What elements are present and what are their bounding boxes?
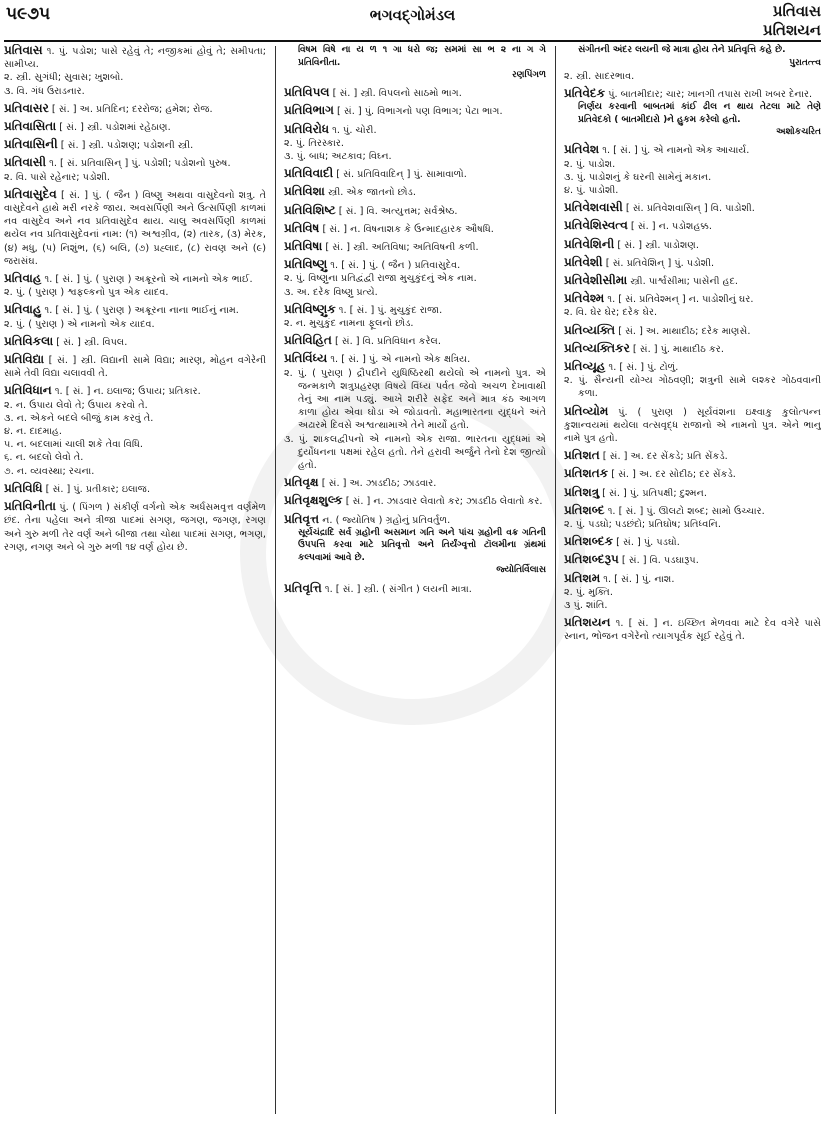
sub-sense: ૨. પું. મુક્તિ. [564, 586, 613, 598]
quotation-source: રણપિંગળ [512, 70, 546, 80]
dictionary-entry [284, 494, 546, 508]
headword: પ્રતિવિહિત [284, 333, 332, 348]
quotation: સંગીતની અંદર લયની જે માત્રા હોય તેને પ્રતિવૃત્તિ કહે છે. [578, 45, 786, 55]
dictionary-entry [4, 272, 266, 299]
dictionary-entry [284, 185, 546, 199]
definition: ન. ( જ્યોતિષ ) ગ્રહોનું પ્રતિવર્તુળ. [319, 514, 451, 526]
sub-sense: ૨. પું. પડઘો; પડછંદો; પ્રતિઘોષ; પ્રતિધ્વનિ. [564, 518, 721, 530]
headword: પ્રતિવિભાગ [284, 103, 334, 118]
dictionary-entry [284, 86, 546, 100]
headword: પ્રતિવેશવાસી [564, 200, 623, 215]
definition: [ સં. ] અ. પ્રતિદિન; દરરોજ; હમેશ; રોજ. [48, 103, 213, 115]
headword: પ્રતિવ્યક્તિકર [564, 340, 630, 355]
definition: [ સં. ] સ્ત્રી. પડોશમાં રહેઠાણ. [56, 122, 171, 134]
dictionary-entry [284, 167, 546, 181]
headword: પ્રતિવિંધ્ય [284, 351, 328, 366]
definition: ૧. [ સં. ] સ્ત્રી. ( સંગીત ) લયની માત્રા. [321, 583, 472, 595]
headword: પ્રતિશત [564, 448, 600, 463]
sub-sense: ૨. વિ. પાસે રહેનાર; પડોશી. [4, 171, 111, 183]
sub-sense: ૨. પું. પાડોશ. [564, 158, 616, 170]
column-3 [564, 44, 821, 1118]
column-divider [555, 46, 556, 1114]
quotation: સૂર્યચંદ્રાદિ સર્વ ગ્રહોની અસમાન ગતિ અને પાંચ ગ્રહોની વક્ર ગતિની ઉપપત્તિ કરવા માટે પ્રતિવૃત્તો અને તિર્યંગ્વૃત્તો ટૉલમીના ગ્રંથમાં કલ્પવામાં આવે છે. [298, 527, 546, 563]
headword: પ્રતિવૃક્ષ [284, 475, 319, 490]
definition: ૧. [ સં. ] પું. નાશ. [600, 573, 675, 585]
definition: [ સં. પ્રતિવેશિન્ ] પું. પડોશી. [602, 257, 715, 269]
headword: પ્રતિવિધિ [4, 480, 43, 495]
dictionary-entry [4, 500, 266, 554]
dictionary-entry [564, 535, 821, 549]
definition: ૧. [ સં. પ્રતિવેશ્મન્ ] ન. પાડોશીનું ઘર. [604, 294, 754, 306]
definition: ૧. [ સં. ] પું. ( જૈન ) પ્રતિવાસુદેવ. [327, 260, 461, 272]
sub-sense: ૨. પું. ( પુરાણ ) એ નામનો એક યાદવ. [4, 318, 155, 330]
definition: [ સં. ] ન. પડોશહક્ક. [627, 221, 712, 233]
dictionary-entry [284, 258, 546, 299]
headword: પ્રતિવેશ [564, 142, 600, 157]
sub-sense: ૨. સ્ત્રી. સુગંધી; સુવાસ; ખુશબો. [4, 72, 124, 84]
dictionary-entry [564, 44, 821, 83]
dictionary-entry [564, 360, 821, 401]
definition: [ સં. ] સ્ત્રી. વિપલનો સાઠમો ભાગ. [329, 88, 462, 100]
definition: ૧. [ સં. ] ન. ઇલાજ; ઉપાય; પ્રતિકાર. [51, 386, 201, 398]
dictionary-entry [564, 553, 821, 567]
sub-sense: ૩. અ. દરેક વિષ્ણુ પ્રત્યે. [284, 286, 378, 298]
definition: [ સં. ] પું. વિભાગનો પણ વિભાગ; પેટા ભાગ. [333, 106, 503, 118]
dictionary-entry [284, 104, 546, 118]
dictionary-entry [564, 467, 821, 481]
dictionary-entry [4, 353, 266, 380]
quotation: વિષમ વિષે ના ય ળ ૧ ગા ધરો જ; સમમાં સા ભ ૨ ના ગ ગે પ્રતિવિનીતા. [298, 45, 546, 68]
headword: પ્રતિવિદ્યા [4, 352, 45, 367]
definition: ૧. પું. પડોશ; પાસે રહેવું તે; નજીકમાં હોવું તે; સમીપતા; સામીપ્ય. [4, 46, 266, 71]
headword: પ્રતિવાસી [4, 155, 47, 170]
column-1 [4, 44, 266, 1118]
definition: ૧. [ સં. પ્રતિવાસિન્ ] પું. પડોશી; પડોશનો પુરુષ. [46, 158, 231, 170]
dictionary-entry [284, 240, 546, 254]
headword: પ્રતિવ્યૂહ [564, 358, 606, 373]
headword: પ્રતિવિવાદી [284, 166, 334, 181]
dictionary-entry [564, 342, 821, 356]
headword: પ્રતિવ્યોમ [564, 403, 609, 418]
headword: પ્રતિવિશિષ્ટ [284, 202, 336, 217]
definition: [ સં. ] સ્ત્રી. પાડોશણ. [614, 239, 699, 251]
dictionary-entry [564, 87, 821, 139]
headword: પ્રતિવાહ [4, 271, 42, 286]
headword: પ્રતિવિપલ [284, 85, 330, 100]
definition: [ સં. ] સ્ત્રી. વિદ્યાની સામે વિદ્યા; મારણ, મોહન વગેરેની સામે તેવી વિદ્યા ચલાવવી તે. [4, 355, 266, 380]
headword: પ્રતિશબ્દક [564, 534, 614, 549]
page-number: ૫૯૭૫ [6, 4, 51, 24]
quotation-source: જ્યોતિર્વિલાસ [496, 565, 546, 576]
definition: [ સં. ] પું. પડઘો. [613, 537, 680, 549]
quotation-source: અશોકચરિત [776, 127, 821, 138]
dictionary-entry [564, 504, 821, 531]
definition: [ સં. ] વિ. અત્યુત્તમ; સર્વશ્રેષ્ઠ. [335, 205, 458, 217]
definition: [ સં. ] ન. વિષનાશક કે ઉન્માદહારક ઔષધિ. [319, 223, 494, 235]
definition: ૧. [ સં. ] પું. એ નામનો એક આચાર્ય. [599, 145, 750, 157]
definition: સ્ત્રી. એક જાતનો છોડ. [324, 187, 416, 199]
dictionary-entry [564, 274, 821, 288]
definition: [ સં. ] પું. પ્રતિપક્ષી; દુશ્મન. [599, 487, 707, 499]
dictionary-entry [4, 156, 266, 183]
dictionary-entry [284, 334, 546, 348]
headword: પ્રતિવિષ્ણુક [284, 301, 336, 316]
headword: પ્રતિવેશીસીમા [564, 272, 628, 287]
page-title: ભગવદ્ગોમંડલ [369, 6, 456, 24]
sub-sense: ૨. વિ. ઘેર ઘેર; દરેક ઘેર. [564, 307, 658, 319]
sub-sense: ૩. ન. એકને બદલે બીજું કામ કરવું તે. [4, 412, 154, 424]
dictionary-entry [284, 476, 546, 490]
sub-sense: ૨. ન. ઉપાય લેવો તે; ઉપાય કરવો તે. [4, 399, 148, 411]
dictionary-columns [4, 44, 821, 1118]
definition: [ સં. ] સ્ત્રી. વિપલ. [53, 336, 128, 348]
dictionary-entry [564, 219, 821, 233]
quotation-source: પુરાતત્ત્વ [789, 57, 821, 68]
definition: પું. ( પુરાણ ) સૂર્યવંશના ઇક્ષ્વાકુ કુલોત્પન્ન કુશાન્વયમાં થયેલા વત્સવૃદ્ધ રાજાનો એ નામનો પુત્ર. એને ભાનુ નામે પુત્ર હતો. [564, 406, 821, 444]
dictionary-entry [284, 582, 546, 596]
dictionary-entry [564, 201, 821, 215]
headword: પ્રતિવ્યક્તિ [564, 322, 616, 337]
headword: પ્રતિવિરોધ [284, 121, 330, 136]
headword: પ્રતિવેશી [564, 254, 603, 269]
dictionary-entry [4, 482, 266, 496]
guide-word-last: પ્રતિશયન [762, 21, 821, 39]
dictionary-entry [564, 449, 821, 463]
dictionary-entry [564, 486, 821, 500]
dictionary-entry [564, 324, 821, 338]
sub-sense: ૩. પું. બાધ; અટકાવ; વિઘ્ન. [284, 151, 392, 163]
definition: [ સં. ] સ્ત્રી. અતિવિષા; અતિવિષની કળી. [322, 242, 479, 254]
sub-sense: ૪. પું. પાડોશી. [564, 184, 619, 196]
sub-sense: ૨. પું. ( પુરાણ ) શ્વફલ્કનો પુત્ર એક યાદવ. [4, 287, 169, 299]
sub-sense: ૩ પું. શાંતિ. [564, 600, 608, 611]
definition: [ સં. ] અ. માથાદીઠ; દરેક માણસે. [615, 325, 751, 337]
headword: પ્રતિવિષા [284, 239, 323, 254]
dictionary-entry [284, 513, 546, 578]
headword: પ્રતિવિકલા [4, 333, 54, 348]
headword: પ્રતિવિનીતા [4, 499, 56, 514]
headword: પ્રતિશતક [564, 466, 609, 481]
headword: પ્રતિવેદક [564, 85, 606, 100]
sub-sense: ૩. પું. પાડોશનું કે ઘરની સામેનું મકાન. [564, 171, 712, 183]
dictionary-entry [564, 405, 821, 446]
dictionary-entry [4, 188, 266, 268]
dictionary-entry [284, 123, 546, 164]
sub-sense: ૨. પું. તિરસ્કાર. [284, 137, 345, 149]
headword: પ્રતિવૃત્તિ [284, 580, 322, 595]
dictionary-entry [564, 238, 821, 252]
headword: પ્રતિશત્રુ [564, 484, 600, 499]
headword: પ્રતિશમ [564, 570, 601, 585]
dictionary-entry [4, 44, 266, 98]
headword: પ્રતિવેશિની [564, 236, 615, 251]
definition: [ સં. ] ન. ઝાડવાર લેવાતો કર; ઝાડદીઠ લેવાતો કર. [342, 496, 543, 508]
definition: ૧. [ સં. ] પું. ઊલટો શબ્દ; સામો ઉચ્ચાર. [604, 505, 765, 517]
dictionary-entry [4, 102, 266, 116]
definition: [ સં. ] પું. ( જૈન ) વિષ્ણુ અથવા વાસુદેવનો શત્રુ. તે વાસુદેવને હાથે મરી નરકે જાય. અવસર્પિણી અને ઉત્સર્પિણી કાળમાં નવ વાસુદેવ અને નવ પ્રતિવાસુદેવ થાય. ચાલુ અવસર્પિણી કાળમાં થયેલ નવ પ્રતિવાસુદેવનાં નામ: (૧) અશ્વગ્રીવ, (૨) તારક, (૩) મેરક, (૪) મધુ, (૫) નિશુંભ, (૬) બલિ, (૭) પ્રહ્લાદ, (૮) રાવણ અને (૯) જરાસંઘ. [4, 189, 266, 267]
headword: પ્રતિવિષ [284, 220, 320, 235]
sub-sense: ૭. ન. વ્યવસ્થા; રચના. [4, 465, 95, 477]
sub-sense: ૨. સ્ત્રી. સાદરભાવ. [564, 70, 635, 82]
definition: [ સં. ] વિ. પડઘારૂપ. [618, 555, 699, 567]
definition: [ સં. ] વિ. પ્રતિવિધાન કરેલ. [331, 336, 441, 348]
headword: પ્રતિવૃત્ત [284, 511, 320, 526]
sub-sense: ૩. વિ. ગંધ ઉરાડનાર. [4, 85, 85, 97]
definition: [ સં. ] અ. દર સેંકડે; પ્રતિ સેંકડે. [599, 451, 728, 463]
dictionary-entry [4, 120, 266, 134]
dictionary-entry [284, 352, 546, 472]
dictionary-entry [564, 143, 821, 197]
headword: પ્રતિશયન [564, 615, 611, 630]
page-header [0, 0, 825, 38]
definition: [ સં. પ્રતિવિવાદિન્ ] પું. સામાવાળો. [333, 169, 467, 181]
headword: પ્રતિવાસિતા [4, 119, 57, 134]
definition: ૧. [ સં. ] ન. ઇચ્છિત મેળવવા માટે દેવ વગેરે પાસે સ્નાન, ભોજન વગેરેનો ત્યાગપૂર્વક સૂઈ રહેવું તે. [564, 618, 821, 643]
dictionary-entry [284, 303, 546, 330]
definition: ૧. [ સં. ] પું. ( પુરાણ ) અક્રૂરના નાના ભાઈનું નામ. [41, 305, 239, 317]
definition: [ સં. ] સ્ત્રી. પડોશણ; પડોશની સ્ત્રી. [57, 140, 194, 152]
headword: પ્રતિવિશા [284, 184, 325, 199]
definition: ૧. પું. ચોરી. [329, 124, 377, 136]
guide-word-first: પ્રતિવાસ [772, 2, 821, 20]
definition: [ સં. પ્રતિવેશવાસિન્ ] વિ. પાડોશી. [622, 203, 755, 215]
headword: પ્રતિવાસ [4, 44, 43, 57]
definition: [ સં. ] અ. દર સોદીઠ; દર સેંકડે. [608, 469, 736, 481]
definition: ૧. [ સં. ] પું. ( પુરાણ ) અક્રૂરનો એ નામનો એક ભાઈ. [41, 274, 253, 286]
dictionary-entry [564, 256, 821, 270]
quotation: નિર્ણય કરવાની બાબતમાં કાંઈ ઢીલ ન થાય તેટલા માટે તેણે પ્રતિવેદકો ( બાતમીદારો )ને હુકમ કરેલો હતો. [578, 102, 821, 125]
guide-words [763, 2, 821, 40]
sub-sense: ૪. ન. દાદમાહ. [4, 426, 62, 438]
dictionary-entry [4, 384, 266, 477]
column-2 [284, 44, 546, 1118]
headword: પ્રતિશબ્દરૂપ [564, 552, 619, 567]
headword: પ્રતિવિષ્ણુ [284, 257, 328, 272]
headword: પ્રતિવાહુ [4, 302, 42, 317]
sub-sense: ૫. ન. બદલામાં ચાલી શકે તેવા વિધિ. [4, 439, 143, 451]
headword: પ્રતિવેશિસ્વત્વ [564, 218, 628, 233]
definition: પું. બાતમીદાર; ચાર; ખાનગી તપાસ રાખી ખબર દેનાર. [605, 88, 813, 100]
headword: પ્રતિવિધાન [4, 383, 52, 398]
dictionary-entry [564, 292, 821, 319]
headword: પ્રતિવાસિની [4, 137, 58, 152]
headword: પ્રતિવાસર [4, 100, 49, 115]
sub-sense: ૨. પું. ( પુરાણ ) દ્રૌપદીને યુધિષ્ઠિરથી થયેલો એ નામનો પુત્ર. એ જન્મકાળે શત્રુપ્રહરણ વિષયે વિંધ્ય પર્વત જેવો અચળ દેખાવાથી તેનું આ નામ પડ્યું. આખે શરીરે સફેદ અને માત્ર કંઠ આગળ કાળા હોય એવા ઘોડા એ જોડાવતો. મહાભારતના યુદ્ધને અંતે અઢારમે દિવસે અશ્વત્થામાએ તેને માર્યો હતો. [284, 367, 546, 432]
definition: ૧. [ સં. ] પું. મુચુકુંદ રાજા. [335, 304, 443, 316]
column-divider [275, 46, 276, 1114]
sub-sense: ૨. પું. વિષ્ણુના પ્રતિદ્વંદ્વી રાજા મુચુકુંદનું એક નામ. [284, 273, 477, 285]
headword: પ્રતિવૃક્ષશુલ્ક [284, 493, 343, 508]
dictionary-entry [564, 616, 821, 643]
definition: [ સં. ] પું. પ્રતીકાર; ઇલાજ. [42, 483, 151, 495]
definition: સ્ત્રી. પાર્શ્વસીમા; પાસેની હદ. [627, 275, 738, 287]
definition: પું. ( પિંગળ ) સંકીર્ણ વર્ગનો એક અર્ધસમવૃત્ત વર્ણમેળ છંદ. તેના પહેલા અને ત્રીજા પાદમાં સગણ, જગણ, જગણ, રગણ અને ગુરુ મળી તેર વર્ણ અને બીજા તથા ચોથા પાદમાં સગણ, ભગણ, રગણ, નગણ અને બે ગુરુ મળી ૧૪ વર્ણ હોય છે. [4, 502, 266, 553]
definition: ૧. [ સં. ] પું. ટોળું. [605, 361, 679, 373]
definition: ૧. [ સં. ] પું. એ નામનો એક ક્ષત્રિય. [327, 354, 471, 366]
definition: [ સં. ] પું. માથાદીઠ કર. [629, 343, 724, 355]
sub-sense: ૩. પું. શાકલદ્વીપનો એ નામનો એક રાજા. ભારતના યુદ્ધમાં એ દુર્યોધનના પક્ષમાં રહેલ હતો. તેને હરાવી અર્જુને તેનો દેશ જીત્યો હતો. [284, 433, 546, 472]
headword: પ્રતિવાસુદેવ [4, 186, 57, 201]
dictionary-entry [4, 335, 266, 349]
sub-sense: ૨. ન. મુચુકુંદ નામના ફૂલનો છોડ. [284, 318, 414, 330]
headword: પ્રતિવેશ્મ [564, 291, 605, 306]
header-rule [4, 40, 821, 42]
dictionary-entry [4, 138, 266, 152]
dictionary-entry [564, 572, 821, 613]
headword: પ્રતિશબ્દ [564, 502, 605, 517]
dictionary-entry [284, 222, 546, 236]
sub-sense: ૬. ન. બદલો લેવો તે. [4, 452, 84, 464]
dictionary-entry [284, 204, 546, 218]
dictionary-entry [4, 303, 266, 330]
definition: [ સં. ] અ. ઝાડદીઠ; ઝાડવાર. [318, 478, 437, 490]
dictionary-entry [284, 44, 546, 82]
sub-sense: ૨. પું. સૈન્યની યોગ્ય ગોઠવણી; શત્રુની સામે લશ્કર ગોઠવવાની કળા. [564, 375, 821, 400]
